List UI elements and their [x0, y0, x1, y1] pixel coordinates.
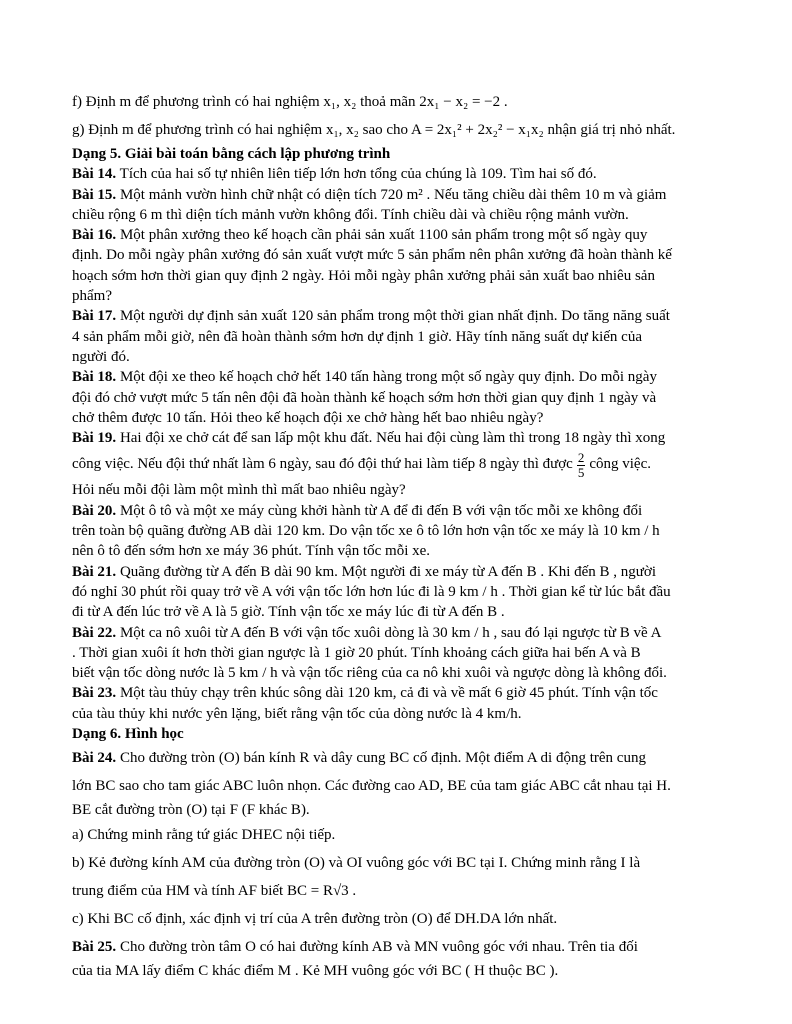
body-text: đi từ A đến lúc trở về A là 5 giờ. Tính vận tốc xe máy lúc đi từ A đến B . — [72, 604, 505, 621]
text-line — [72, 905, 752, 933]
fraction-numerator: 2 — [577, 449, 585, 465]
body-text: Hỏi nếu mỗi đội làm một mình thì mất bao nhiêu ngày? — [72, 482, 406, 499]
body-text: của tia MA lấy điểm C khác điểm M . Kẻ MH vuông góc với BC ( H thuộc BC ). — [72, 962, 559, 979]
text-line — [72, 602, 752, 622]
text-line — [72, 225, 752, 245]
body-text: người đó. — [72, 348, 130, 365]
body-text: trên toàn bộ quãng đường AB dài 120 km. Do vận tốc xe ô tô lớn hơn vận tốc xe máy là 10 km / h — [72, 523, 660, 540]
text-line — [72, 347, 752, 367]
bold-heading: Bài 21. — [72, 563, 117, 580]
text-line — [72, 88, 752, 116]
bold-heading: Dạng 5. Giải bài toán bằng cách lập phương trình — [72, 146, 391, 162]
bold-heading: Bài 15. — [72, 186, 117, 203]
bold-heading: Bài 24. — [72, 750, 117, 767]
body-text: Cho đường tròn (O) bán kính R và dây cung BC cố định. Một điểm A di động trên cung — [116, 750, 646, 767]
text-line — [72, 144, 752, 164]
body-text: công việc. Nếu đội thứ nhất làm 6 ngày, sau đó đội thứ hai làm tiếp 8 ngày thì được — [72, 456, 573, 473]
text-line — [72, 388, 752, 408]
bold-heading: Dạng 6. Hình học — [72, 726, 184, 743]
text-line — [72, 821, 752, 849]
text-line — [72, 428, 752, 448]
body-text: . Thời gian xuôi ít hơn thời gian ngược là 1 giờ 20 phút. Tính khoảng cách giữa hai bến A và B — [72, 644, 641, 661]
body-text: Một ô tô và một xe máy cùng khởi hành từ A để đi đến B với vận tốc mỗi xe không đổi — [116, 502, 643, 519]
text-line — [72, 562, 752, 582]
bold-heading: Bài 17. — [72, 308, 117, 325]
body-text: đội đó chở vượt mức 5 tấn nên đội đã hoàn thành kế hoạch sớm hơn thời gian quy định 1 ngày và — [72, 389, 657, 406]
text-line — [72, 266, 752, 286]
body-text: c) Khi BC cố định, xác định vị trí của A trên đường tròn (O) để DH.DA lớn nhất. — [72, 910, 558, 927]
body-text: g) Định m để phương trình có hai nghiệm x₁, x₂ sao cho A = 2x₁² + 2x₂² − x₁x₂ nhận giá trị nhỏ nhất. — [72, 122, 676, 138]
text-line — [72, 643, 752, 663]
body-text: a) Chứng minh rằng tứ giác DHEC nội tiếp. — [72, 826, 336, 843]
body-text: Tích của hai số tự nhiên liên tiếp lớn hơn tổng của chúng là 109. Tìm hai số đó. — [116, 166, 597, 183]
text-line — [72, 164, 752, 184]
document-page — [72, 88, 752, 981]
bold-heading: Bài 22. — [72, 624, 117, 641]
text-line — [72, 448, 752, 480]
fraction — [577, 451, 586, 480]
text-line — [72, 367, 752, 387]
body-text: Một đội xe theo kế hoạch chở hết 140 tấn hàng trong một số ngày quy định. Do mỗi ngày — [116, 369, 657, 386]
bold-heading: Bài 25. — [72, 938, 117, 955]
body-text: Cho đường tròn tâm O có hai đường kính AB và MN vuông góc với nhau. Trên tia đối — [116, 938, 638, 955]
body-text: của tàu thủy khi nước yên lặng, biết rằng vận tốc của dòng nước là 4 km/h. — [72, 705, 522, 722]
bold-heading: Bài 20. — [72, 502, 117, 519]
text-line — [72, 286, 752, 306]
text-line — [72, 327, 752, 347]
text-line — [72, 744, 752, 772]
body-text: trung điểm của HM và tính AF biết BC = R√3 . — [72, 882, 357, 899]
bold-heading: Bài 18. — [72, 369, 117, 386]
text-line — [72, 961, 752, 981]
text-line — [72, 704, 752, 724]
body-text: Hai đội xe chở cát để san lấp một khu đất. Nếu hai đội cùng làm thì trong 18 ngày thì xong — [116, 430, 666, 447]
text-line — [72, 683, 752, 703]
body-text: chở thêm được 10 tấn. Hỏi theo kế hoạch đội xe chở hàng hết bao nhiêu ngày? — [72, 409, 544, 426]
body-text: BE cắt đường tròn (O) tại F (F khác B). — [72, 802, 310, 819]
bold-heading: Bài 16. — [72, 227, 117, 244]
body-text: Một mảnh vườn hình chữ nhật có diện tích 720 m² . Nếu tăng chiều dài thêm 10 m và giảm — [116, 186, 667, 203]
text-line — [72, 185, 752, 205]
body-text: chiều rộng 6 m thì diện tích mảnh vườn không đổi. Tính chiều dài và chiều rộng mảnh vườn. — [72, 206, 629, 223]
text-line — [72, 800, 752, 820]
body-text: 4 sản phẩm mỗi giờ, nên đã hoàn thành sớm hơn dự định 1 giờ. Hãy tính năng suất dự kiến của — [72, 328, 642, 345]
fraction-denominator: 5 — [577, 464, 585, 480]
text-line — [72, 623, 752, 643]
text-line — [72, 501, 752, 521]
body-text: biết vận tốc dòng nước là 5 km / h và vận tốc riêng của ca nô khi xuôi và ngược dòng là không đổi. — [72, 665, 667, 682]
text-line — [72, 541, 752, 561]
body-text: định. Do mỗi ngày phân xưởng đó sản xuất vượt mức 5 sản phẩm nên phân xưởng đã hoàn thành kế — [72, 247, 672, 264]
text-line — [72, 582, 752, 602]
bold-heading: Bài 19. — [72, 430, 117, 447]
body-text: hoạch sớm hơn thời gian quy định 2 ngày. Hỏi mỗi ngày phân xưởng phải sản xuất bao nhiêu sản — [72, 267, 655, 284]
body-text: f) Định m để phương trình có hai nghiệm x₁, x₂ thoả mãn 2x₁ − x₂ = −2 . — [72, 94, 508, 110]
text-line — [72, 663, 752, 683]
text-line — [72, 849, 752, 877]
text-line — [72, 480, 752, 500]
text-line — [72, 772, 752, 800]
body-text: Một ca nô xuôi từ A đến B với vận tốc xuôi dòng là 30 km / h , sau đó lại ngược từ B về A — [116, 624, 662, 641]
body-text: Một phân xưởng theo kế hoạch cần phải sản xuất 1100 sản phẩm trong một số ngày quy — [116, 227, 648, 244]
text-line — [72, 521, 752, 541]
text-line — [72, 724, 752, 744]
text-line — [72, 408, 752, 428]
bold-heading: Bài 23. — [72, 685, 117, 702]
body-text: b) Kẻ đường kính AM của đường tròn (O) và OI vuông góc với BC tại I. Chứng minh rằng I là — [72, 854, 641, 871]
body-text: phẩm? — [72, 288, 112, 305]
text-line — [72, 205, 752, 225]
text-line — [72, 933, 752, 961]
text-line — [72, 116, 752, 144]
body-text: Một tàu thủy chạy trên khúc sông dài 120 km, cả đi và về mất 6 giờ 45 phút. Tính vận tốc — [116, 685, 658, 702]
body-text: đó nghỉ 30 phút rồi quay trở về A với vận tốc lớn hơn lúc đi là 9 km / h . Thời gian kể từ lúc bắt đầu — [72, 583, 671, 600]
body-text: Một người dự định sản xuất 120 sản phẩm trong một thời gian nhất định. Do tăng năng suất — [116, 308, 670, 325]
body-text: công việc. — [589, 456, 651, 473]
bold-heading: Bài 14. — [72, 166, 117, 183]
text-line — [72, 877, 752, 905]
text-line — [72, 306, 752, 326]
body-text: nên ô tô đến sớm hơn xe máy 36 phút. Tính vận tốc mỗi xe. — [72, 543, 431, 560]
body-text: Quãng đường từ A đến B dài 90 km. Một người đi xe máy từ A đến B . Khi đến B , người — [116, 563, 657, 580]
body-text: lớn BC sao cho tam giác ABC luôn nhọn. Các đường cao AD, BE của tam giác ABC cắt nhau tại H. — [72, 778, 671, 795]
text-line — [72, 245, 752, 265]
